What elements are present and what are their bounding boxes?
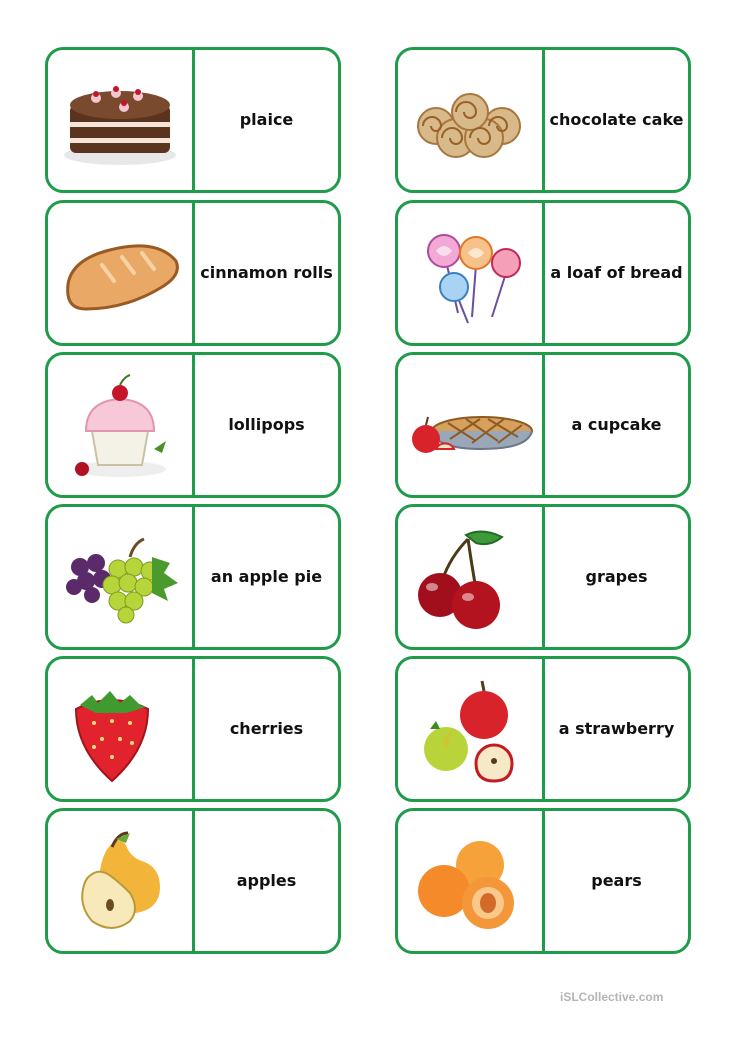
word-label: a cupcake bbox=[571, 415, 662, 434]
picture-cell bbox=[48, 50, 195, 190]
cherries-icon bbox=[406, 517, 534, 637]
cupcake-icon bbox=[56, 365, 184, 485]
word-label: plaice bbox=[239, 110, 294, 129]
word-label: pears bbox=[591, 871, 642, 890]
word-label: cherries bbox=[229, 719, 304, 738]
watermark: iSLCollective.com bbox=[560, 990, 664, 1004]
word-label: lollipops bbox=[228, 415, 305, 434]
pears-icon bbox=[56, 821, 184, 941]
word-label: chocolate cake bbox=[549, 110, 684, 129]
chocolate-cake-icon bbox=[56, 60, 184, 180]
picture-cell bbox=[398, 355, 545, 495]
domino-card bbox=[45, 808, 341, 954]
grapes-icon bbox=[56, 517, 184, 637]
domino-card bbox=[395, 808, 691, 954]
lollipops-icon bbox=[406, 213, 534, 333]
apple-pie-icon bbox=[406, 365, 534, 485]
word-label: an apple pie bbox=[210, 567, 323, 586]
picture-cell bbox=[398, 811, 545, 951]
picture-cell bbox=[48, 659, 195, 799]
domino-card bbox=[395, 504, 691, 650]
cinnamon-rolls-icon bbox=[406, 60, 534, 180]
picture-cell bbox=[398, 507, 545, 647]
picture-cell bbox=[398, 659, 545, 799]
domino-card bbox=[45, 352, 341, 498]
domino-card bbox=[45, 504, 341, 650]
picture-cell bbox=[398, 50, 545, 190]
picture-cell bbox=[48, 811, 195, 951]
word-label: grapes bbox=[585, 567, 648, 586]
picture-cell bbox=[48, 203, 195, 343]
domino-card bbox=[395, 47, 691, 193]
word-label: cinnamon rolls bbox=[200, 263, 333, 282]
picture-cell bbox=[48, 507, 195, 647]
domino-card bbox=[395, 200, 691, 346]
domino-card bbox=[395, 352, 691, 498]
apples-icon bbox=[406, 669, 534, 789]
picture-cell bbox=[398, 203, 545, 343]
domino-card bbox=[45, 656, 341, 802]
word-label: a loaf of bread bbox=[550, 263, 683, 282]
word-label: a strawberry bbox=[558, 719, 675, 738]
word-label: apples bbox=[236, 871, 297, 890]
peaches-icon bbox=[406, 821, 534, 941]
domino-card bbox=[45, 47, 341, 193]
picture-cell bbox=[48, 355, 195, 495]
domino-card bbox=[45, 200, 341, 346]
bread-loaf-icon bbox=[56, 213, 184, 333]
strawberry-icon bbox=[56, 669, 184, 789]
domino-card bbox=[395, 656, 691, 802]
